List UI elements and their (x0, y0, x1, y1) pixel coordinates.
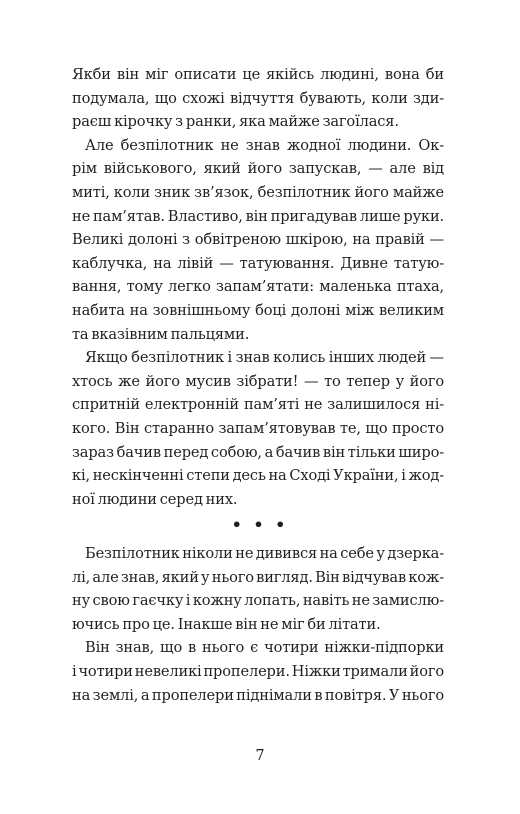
text-line: Великі долоні з обвітреною шкірою, на правій — (72, 231, 444, 249)
text-line: ючись про це. Інакше він не міг би літати. (72, 615, 381, 633)
text-line: Якби він міг описати це якійсь людині, вона би (72, 66, 444, 83)
text-line: на землі, а пропелери піднімали в повітря. У нього (72, 686, 444, 704)
text-line: Але безпілотник не знав жодної людини. Ок- (85, 136, 444, 154)
text-line: і чотири невеликі пропелери. Ніжки тримали його (72, 662, 444, 680)
text-line: ної людини серед них. (72, 490, 238, 508)
text-line: лі, але знав, який у нього вигляд. Він відчував кож- (72, 568, 444, 586)
text-line: не пам’ятав. Властиво, він пригадував лише руки. (72, 207, 445, 225)
section-separator: • • • (231, 515, 289, 534)
text-line: Він знав, що в нього є чотири ніжки-підпорки (85, 639, 444, 657)
text-line: каблучка, на лівій — татуювання. Дивне татую- (72, 254, 444, 272)
text-line: Безпілотник ніколи не дивився на себе у дзерка- (85, 545, 444, 562)
text-section-1 (72, 63, 444, 511)
text-line: спритній електронній пам’яті не залишилося ні- (72, 396, 444, 414)
text-line: зараз бачив перед собою, а бачив він тільки широ- (72, 443, 444, 461)
text-line: кого. Він старанно запам’ятовував те, що просто (72, 419, 444, 437)
text-line: набита на зовнішньому боці долоні між великим (72, 301, 444, 319)
text-line: раєш кірочку з ранки, яка майже загоїлася. (72, 113, 399, 131)
text-line: хтось же його мусив зібрати! — то тепер у його (72, 372, 444, 390)
page-number: 7 (255, 748, 265, 764)
text-section-2 (72, 542, 444, 707)
text-line: ну свою гаєчку і кожну лопать, навіть не замислю- (72, 592, 444, 610)
text-line: та вказівним пальцями. (72, 325, 250, 343)
text-line: подумала, що схожі відчуття бувають, коли зди- (72, 89, 444, 107)
text-line: рім військового, який його запускав, — але від (72, 160, 444, 178)
text-line: миті, коли зник зв’язок, безпілотник його майже (72, 183, 444, 201)
text-line: Якщо безпілотник і знав колись інших людей — (85, 349, 444, 367)
text-line: кі, нескінченні степи десь на Сході України, і жод- (72, 467, 444, 485)
text-line: вання, тому легко запам’ятати: маленька птаха, (72, 278, 444, 296)
